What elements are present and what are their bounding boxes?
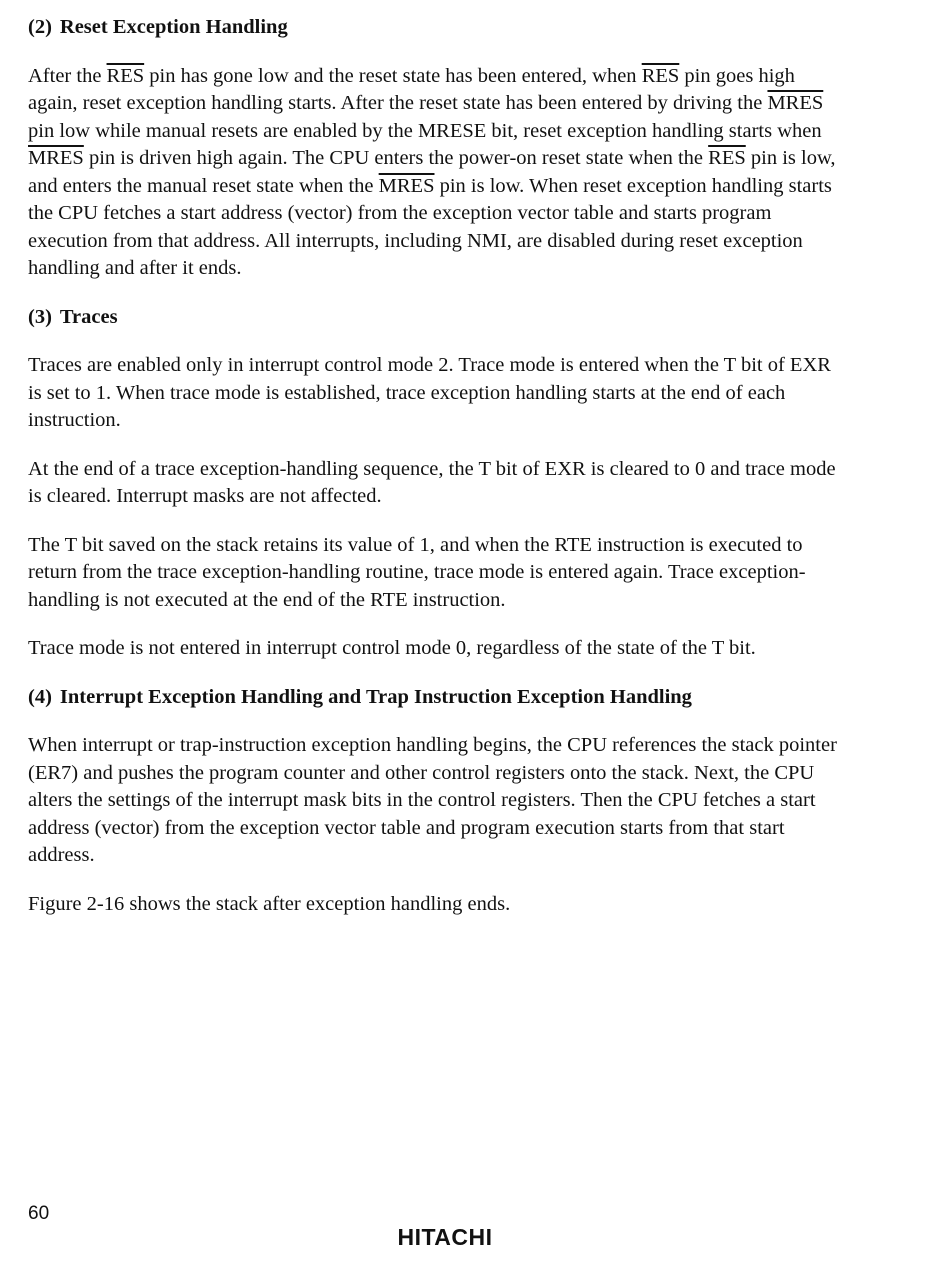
mres-signal: MRES (28, 147, 84, 169)
paragraph-interrupt-1 (28, 732, 888, 870)
text-line: At the end of a trace exception-handling sequence, the T bit of EXR is cleared to 0 and trace mode (28, 457, 836, 480)
section-title: Reset Exception Handling (59, 16, 288, 38)
section-heading-reset (28, 14, 888, 42)
text-line: handling is not executed at the end of the RTE instruction. (28, 588, 506, 611)
paragraph-traces-2 (28, 456, 888, 511)
text-line: is set to 1. When trace mode is established, trace exception handling starts at the end of each (28, 381, 786, 404)
section-number: (2) (28, 16, 52, 38)
paragraph-traces-3 (28, 532, 888, 615)
hitachi-logo: HITACHI (397, 1224, 493, 1250)
mres-signal: MRES (767, 92, 824, 114)
page-number: 60 (28, 1203, 50, 1224)
res-signal: $\overline{RES}$ (106, 64, 145, 87)
text-line: again, reset exception handling starts. After the reset state has been entered by driving the MRES (28, 92, 824, 114)
text-line: pin low while manual resets are enabled by the MRESE bit, reset exception handling starts when (28, 119, 822, 142)
text-line: When interrupt or trap-instruction exception handling begins, the CPU references the stack pointer (28, 734, 837, 756)
res-signal: $\overline{RES}$ (641, 64, 680, 87)
text-line: Trace mode is not entered in interrupt control mode 0, regardless of the state of the T bit. (28, 637, 756, 659)
text-line: handling and after it ends. (28, 257, 242, 279)
text-line: address. (28, 844, 95, 866)
text-line: return from the trace exception-handling routine, trace mode is entered again. Trace exception- (28, 561, 806, 583)
text-line: After the $\overline{RES}$ pin has gone low and the reset state has been entered, when $\overline{RES}$ pin goes high (28, 64, 795, 87)
text-line: is cleared. Interrupt masks are not affected. (28, 485, 382, 507)
res-signal: $\overline{RES}$ (708, 147, 746, 169)
text-line: the CPU fetches a start address (vector) from the exception vector table and starts program (28, 202, 772, 224)
section-title: Traces (59, 305, 118, 328)
section-title: Interrupt Exception Handling and Trap Instruction Exception Handling (59, 685, 692, 708)
paragraph-traces-1 (28, 352, 888, 435)
text-line: MRES pin is driven high again. The CPU enters the power-on reset state when the $\overline{RES}$ pin is low, (28, 147, 836, 169)
text-line: execution from that address. All interrupts, including NMI, are disabled during reset exception (28, 229, 803, 252)
section-number: (4) (28, 685, 52, 708)
text-line: Traces are enabled only in interrupt control mode 2. Trace mode is entered when the T bit of EXR (28, 354, 831, 376)
section-number: (3) (28, 305, 52, 328)
section-heading-traces (28, 304, 888, 332)
paragraph-traces-4 (28, 635, 888, 663)
text-line: address (vector) from the exception vector table and program execution starts from that start (28, 816, 785, 839)
mres-signal: MRES (378, 174, 435, 197)
paragraph-interrupt-2 (28, 891, 888, 919)
text-line: (ER7) and pushes the program counter and other control registers onto the stack. Next, the CPU (28, 761, 815, 784)
text-line: Figure 2-16 shows the stack after exception handling ends. (28, 892, 511, 915)
text-line: instruction. (28, 409, 121, 431)
text-line: alters the settings of the interrupt mask bits in the control registers. Then the CPU fetches a start (28, 789, 816, 811)
section-heading-interrupt (28, 684, 888, 712)
page-content (28, 14, 888, 939)
text-line: The T bit saved on the stack retains its value of 1, and when the RTE instruction is executed to (28, 533, 803, 556)
text-line: and enters the manual reset state when the MRES pin is low. When reset exception handling starts (28, 174, 832, 197)
paragraph-reset (28, 63, 888, 283)
